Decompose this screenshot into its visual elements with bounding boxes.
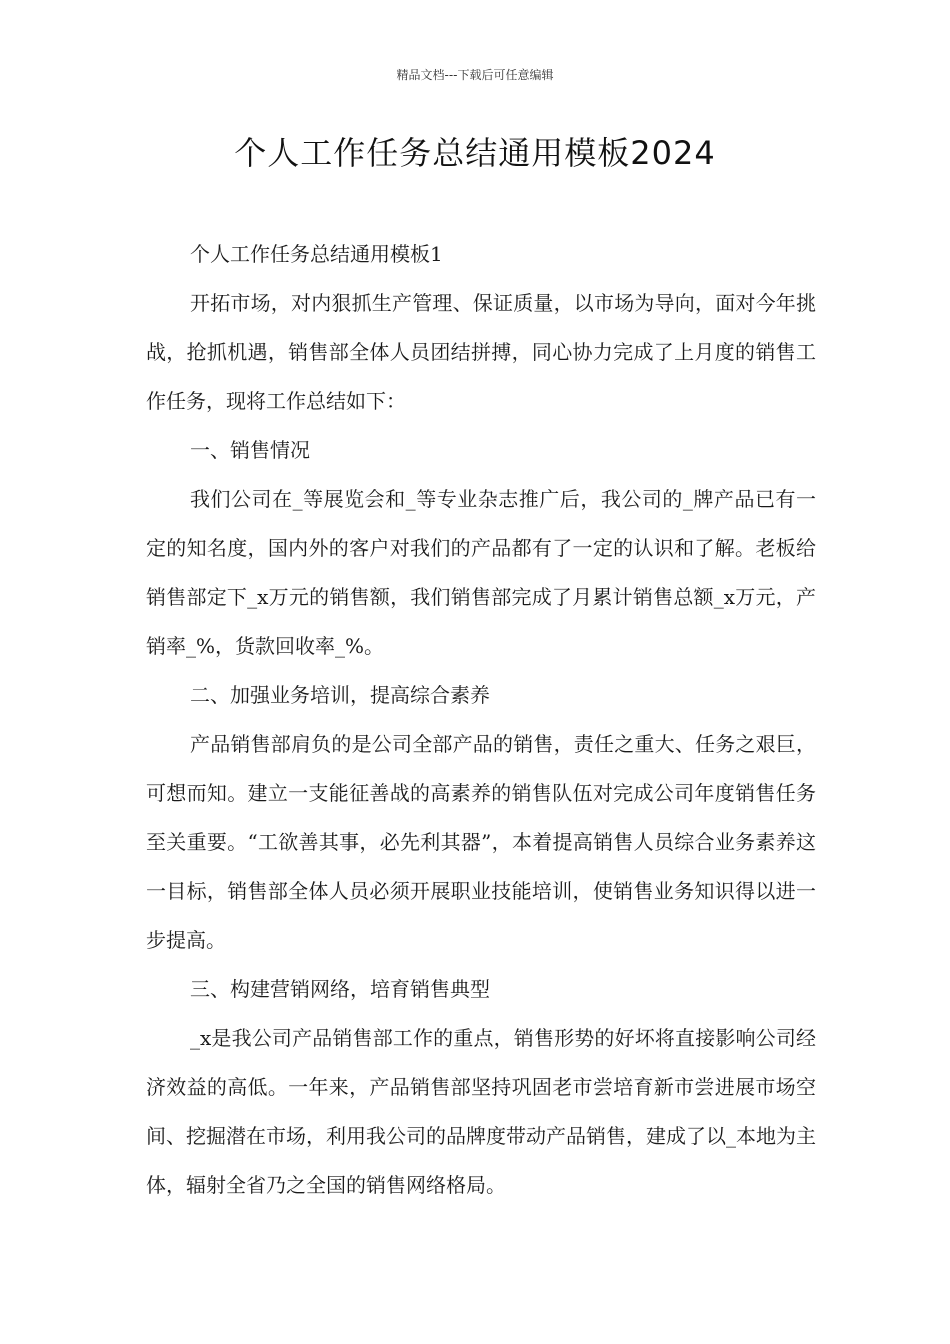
- paragraph-network: _x是我公司产品销售部工作的重点，销售形势的好坏将直接影响公司经济效益的高低。一年来，产品销售部坚持巩固老市尝培育新市尝进展市场空间、挖掘潜在市场，利用我公司的品牌度带动产品销售，建成了以_本地为主体，辐射全省乃之全国的销售网络格局。: [146, 1026, 816, 1197]
- document-body: [146, 230, 816, 1210]
- section-heading-training: 二、加强业务培训，提高综合素养: [190, 683, 490, 707]
- paragraph-sales: 我们公司在_等展览会和_等专业杂志推广后，我公司的_牌产品已有一定的知名度，国内外的客户对我们的产品都有了一定的认识和了解。老板给销售部定下_x万元的销售额，我们销售部完成了月累计销售总额_x万元，产销率_%，货款回收率_%。: [146, 487, 816, 658]
- section-heading-sales: 一、销售情况: [190, 438, 310, 462]
- subtitle: 个人工作任务总结通用模板1: [190, 242, 443, 266]
- document-title: 个人工作任务总结通用模板2024: [234, 134, 716, 172]
- paragraph-intro: 开拓市场，对内狠抓生产管理、保证质量，以市场为导向，面对今年挑战，抢抓机遇，销售部全体人员团结拼搏，同心协力完成了上月度的销售工作任务，现将工作总结如下：: [146, 291, 816, 413]
- paragraph-training: 产品销售部肩负的是公司全部产品的销售，责任之重大、任务之艰巨，可想而知。建立一支能征善战的高素养的销售队伍对完成公司年度销售任务至关重要。“工欲善其事，必先利其器”，本着提高销售人员综合业务素养这一目标，销售部全体人员必须开展职业技能培训，使销售业务知识得以进一步提高。: [146, 732, 816, 952]
- header-note: 精品文档---下载后可任意编辑: [396, 68, 554, 82]
- section-heading-network: 三、构建营销网络，培育销售典型: [190, 977, 490, 1001]
